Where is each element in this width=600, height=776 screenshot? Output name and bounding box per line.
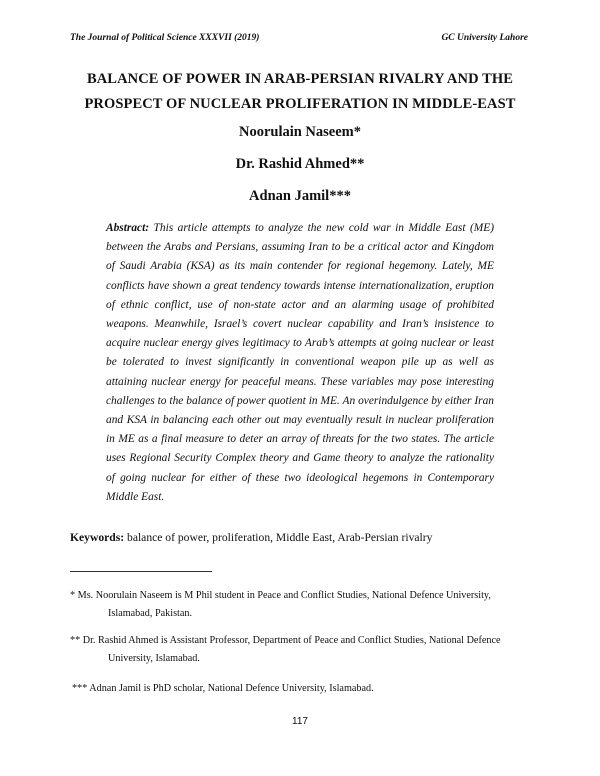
footnote-2 xyxy=(70,632,532,668)
university-name: GC University Lahore xyxy=(441,33,528,43)
journal-name: The Journal of Political Science XXXVII (2019) xyxy=(70,33,260,43)
author-3: Adnan Jamil*** xyxy=(249,188,351,204)
abstract-label: Abstract: xyxy=(106,222,150,234)
footnote-3-line-1: *** Adnan Jamil is PhD scholar, National Defence University, Islamabad. xyxy=(72,683,374,694)
author-1: Noorulain Naseem* xyxy=(238,124,362,140)
footnote-2-line-1: ** Dr. Rashid Ahmed is Assistant Professor, Department of Peace and Conflict Studies, National Defence xyxy=(70,635,501,646)
footnote-1 xyxy=(70,587,532,623)
footnote-2-line-2: University, Islamabad. xyxy=(108,653,200,664)
footnote-1-line-2: Islamabad, Pakistan. xyxy=(108,608,193,619)
footnote-divider xyxy=(70,571,212,572)
title-line-1: BALANCE OF POWER IN ARAB-PERSIAN RIVALRY AND THE xyxy=(86,71,514,87)
page-number: 117 xyxy=(292,716,308,727)
footnote-1-line-1: * Ms. Noorulain Naseem is M Phil student in Peace and Conflict Studies, National Defence University, xyxy=(70,590,491,601)
abstract-text: This article attempts to analyze the new cold war in Middle East (ME) between the Arabs and Persians, assuming Iran to be a critical actor and Kingdom of Saudi Arabia (KSA) as its main contender for regional hegemony. Lately, ME conflicts have shown a great tendency towards intense internationalization, eruption of ethnic conflict, use of non-state actor and an alarming usage of prohibited weapons. Meanwhile, Israel’s covert nuclear capability and Iran’s insistence to acquire nuclear energy gives legitimacy to Arab’s attempts at going nuclear or least be tolerated to invest significantly in conventional weapon pile up as well as attaining nuclear energy for peaceful means. These variables may pose interesting challenges to the balance of power quotient in ME. An overindulgence by either Iran and KSA in balancing each other out may eventually result in nuclear proliferation in ME as a final measure to deter an array of threats for the two states. The article uses Regional Security Complex theory and Game theory to analyze the rationality of going nuclear for either of these two ideological hegemons in Contemporary Middle East. xyxy=(106,222,495,503)
footnote-3 xyxy=(72,680,532,698)
author-2: Dr. Rashid Ahmed** xyxy=(235,156,365,172)
keywords-text: balance of power, proliferation, Middle East, Arab-Persian rivalry xyxy=(127,531,433,544)
title-line-2: PROSPECT OF NUCLEAR PROLIFERATION IN MIDDLE-EAST xyxy=(84,96,516,112)
abstract xyxy=(106,219,494,507)
article-title xyxy=(50,67,550,117)
keywords-label: Keywords: xyxy=(70,531,125,544)
keywords xyxy=(70,531,530,544)
running-header xyxy=(70,33,528,43)
